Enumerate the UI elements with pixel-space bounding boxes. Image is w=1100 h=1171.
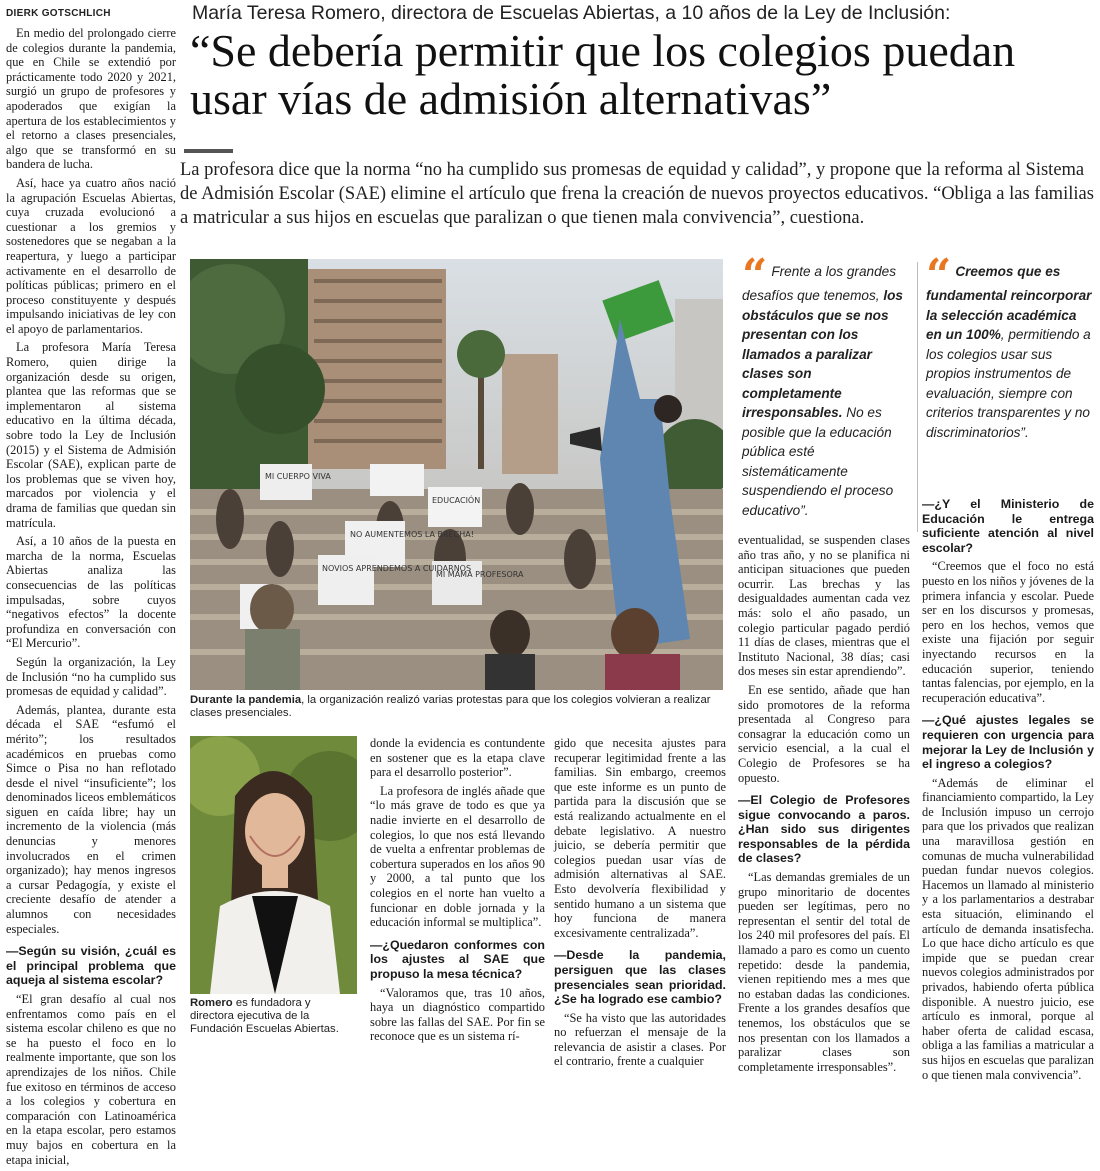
body-paragraph: donde la evidencia es contundente en sostener que es la etapa clave para el desarrollo posterior”.	[370, 736, 545, 780]
photo-caption	[190, 694, 723, 720]
portrait-caption-lead: Romero	[190, 997, 233, 1009]
interview-question: —¿Quedaron conformes con los ajustes al SAE que propuso la mesa técnica?	[370, 937, 545, 981]
headline: “Se debería permitir que los colegios puedan usar vías de admisión alternativas”	[190, 25, 1016, 124]
protest-sign: NOVIOS APRENDEMOS A CUIDARNOS	[322, 564, 472, 573]
quote-mark-icon: “	[742, 250, 768, 301]
body-paragraph: “Además de eliminar el financiamiento compartido, la Ley de Inclusión impuso un cerrojo para que los privados que realizan una maravillosa gestión en comunas de mucha vulnerabilidad puedan fundar nuevos colegios. Hacemos un llamado al ministerio y a los parlamentarios a destrabar esta situación, eliminando el artículo de demanda insatisfecha. Lo que hace dicho artículo es que impide que se puedan crear nuevos colegios administrados por privados, habiendo oferta pública disponible. A nuestro juicio, ese artículo es inmoral, porque al haber oferta de calidad escasa, obliga a las familias a matricular a sus hijos en escuelas que paralizan o que tienen mala convivencia”.	[922, 775, 1094, 1082]
protest-sign: EDUCACIÓN	[432, 496, 481, 505]
column-4	[554, 736, 726, 1073]
column-divider	[917, 262, 918, 532]
interview-question: —Según su visión, ¿cuál es el principal problema que aqueja al sistema escolar?	[6, 944, 176, 988]
interview-question: —¿Y el Ministerio de Educación le entrega suficiente atención al nivel escolar?	[922, 497, 1094, 555]
lead-paragraph: La profesora dice que la norma “no ha cumplido sus promesas de equidad y calidad”, y propone que la reforma al Sistema de Admisión Escolar (SAE) elimine el artículo que frena la creación de nuevos proyectos educativos. “Obliga a las familias a matricular a sus hijos en escuelas que paralizan o que tienen mala convivencia”, cuestiona.	[180, 160, 1094, 228]
body-paragraph: En ese sentido, añade que han sido promotores de la reforma presentada al Congreso para consagrar la educación como un servicio esencial, a la cual el Colegio de Profesores se ha opuesto.	[738, 682, 910, 785]
body-paragraph: Según la organización, la Ley de Inclusión “no ha cumplido sus promesas de equidad y calidad”.	[6, 654, 176, 699]
pull-quote-2-a: Creemos que es fundamental reincorporar la selección académica en un 100%	[926, 264, 1092, 342]
portrait-caption	[190, 997, 357, 1036]
body-paragraph: “Valoramos que, tras 10 años, haya un diagnóstico compartido sobre las fallas del SAE. Por fin se reconoce que es un sistema rí-	[370, 985, 545, 1044]
body-paragraph: En medio del prolongado cierre de colegios durante la pandemia, que en Chile se extendió por prácticamente todo 2020 y 2021, surgió un grupo de profesores y apoderados que exigían la apertura de los establecimientos y el retorno a clases presenciales, algo que se transformó en su bandera de lucha.	[6, 26, 176, 172]
body-paragraph: La profesora María Teresa Romero, quien dirige la organización desde su origen, plantea que las reformas que se implementaron al sistema educativo en la última década, sobre todo la Ley de Inclusión (2015) y el Sistema de Admisión Escolar (SAE), explican parte de los problemas que se viven hoy, marcados por violencia y el drama de familias que quedan sin matrícula.	[6, 340, 176, 530]
body-paragraph: eventualidad, se suspenden clases año tras año, y no se planifica ni anticipan situaciones que pueden ocurrir. Las brechas y las desigualdades aumentan cada vez más: solo el año pasado, un colegio particular pagado perdió 11 días de clases, mientras que el Instituto Nacional, 38 días; casi dos meses sin estar aprendiendo”.	[738, 533, 910, 679]
body-paragraph: “Se ha visto que las autoridades no refuerzan el mensaje de la relevancia de asistir a clases. Por el contrario, frente a cualquier	[554, 1010, 726, 1069]
body-paragraph: “El gran desafío al cual nos enfrentamos como país en el sistema escolar chileno es que no se ha puesto el foco en lo realmente importante, que son los aprendizajes de los niños. Chile fue exitoso en términos de acceso a los colegios y cobertura en comparación con Latinoamérica en la etapa escolar, pero estamos muy bajos en cobertura en la etapa inicial,	[6, 992, 176, 1167]
body-paragraph: gido que necesita ajustes para recuperar legitimidad frente a las familias. Sin embargo, creemos que este informe es un punto de partida para la discusión que se está realizando actualmente en el debate legislativo. A nuestro juicio, se debería permitir que colegios puedan usar vías de admisión alternativas al SAE. Esto devolvería flexibilidad y sentido humano a un sistema que hoy funciona de manera excesivamente centralizada”.	[554, 736, 726, 940]
protest-sign: MI MAMÁ PROFESORA	[436, 570, 524, 579]
pull-quote-1-a: Frente a los grandes desafíos que tenemos,	[742, 264, 896, 303]
body-paragraph: La profesora de inglés añade que “lo más grave de todo es que ya nadie invierte en el desarrollo de colegios, lo que nos está llevando de vuelta a enfrentar problemas de cobertura superados en los años 90 y 2000, a tal punto que los colegios en el norte han vuelto a funcionar en doble jornada y la educación informal se multiplica”.	[370, 783, 545, 930]
protest-sign: MI CUERPO VIVA	[265, 472, 331, 481]
column-6	[922, 489, 1094, 1086]
pull-quote-1-c: No es posible que la educación pública esté sistemáticamente suspendiendo el proceso educativo”.	[742, 405, 894, 518]
body-paragraph: “Las demandas gremiales de un grupo minoritario de docentes pueden ser legítimas, pero no representan el sentir del total de los 240 mil profesores del país. El llamado a paro es como un cuento repetido: desde la pandemia, vienen repitiendo mes a mes que no estaban dadas las condiciones. Frente a los grandes desafíos que tenemos, los obstáculos que se nos presentan con los llamados a paralizar clases son completamente irresponsables”.	[738, 870, 910, 1074]
quote-mark-icon: “	[926, 250, 952, 301]
interview-question: —Desde la pandemia, persiguen que las clases presenciales sean prioridad. ¿Se ha logrado ese cambio?	[554, 948, 726, 1007]
protest-sign: NO AUMENTEMOS LA BRECHA!	[350, 530, 474, 539]
pull-quote-1	[742, 250, 912, 520]
pull-quote-2	[926, 250, 1094, 442]
lead-divider	[184, 149, 233, 153]
protest-photo-illustration	[190, 259, 723, 690]
body-paragraph: Así, a 10 años de la puesta en marcha de la norma, Escuelas Abiertas analiza las consecuencias de las políticas impulsadas, sobre cuyos “negativos efectos” la docente profundiza en conversación con “El Mercurio”.	[6, 534, 176, 651]
byline: DIERK GOTSCHLICH	[6, 8, 111, 19]
column-3	[370, 736, 545, 1048]
portrait-photo	[190, 736, 357, 994]
body-paragraph: Además, plantea, durante esta década el SAE “esfumó el mérito”; los resultados académicos en pruebas como Simce o Pisa no han reflotado desde el nivel “insuficiente”; los denominados liceos emblemáticos siguen en caída libre; hay un incremento de la violencia (más denuncias y menores involucrados en el crimen organizado); hay menos ingresos a cursar Pedagogía, y existe el creciente desafío de atender a alumnos con necesidades especiales.	[6, 702, 176, 936]
protest-photo	[190, 259, 723, 690]
photo-caption-text: , la organización realizó varias protestas para que los colegios volvieran a realizar clases presenciales.	[190, 694, 711, 719]
pull-quote-1-b: los obstáculos que se nos presentan con los llamados a paralizar clases son completamente irresponsables.	[742, 288, 903, 420]
portrait-caption-text: es fundadora y directora ejecutiva de la Fundación Escuelas Abiertas.	[190, 997, 339, 1035]
interview-question: —¿Qué ajustes legales se requieren con urgencia para mejorar la Ley de Inclusión y el ingreso a colegios?	[922, 713, 1094, 772]
interview-question: —El Colegio de Profesores sigue convocando a paros. ¿Han sido sus dirigentes responsables de la pérdida de clases?	[738, 793, 910, 866]
body-paragraph: “Creemos que el foco no está puesto en los niños y jóvenes de la primera infancia y escolar. Puede ser en los discursos y promesas, pero en los hechos, vemos que existe una fijación por seguir inyectando recursos en la educación superior, teniendo tantas falencias, por ejemplo, en la recuperación educativa”.	[922, 559, 1094, 705]
pull-quote-2-b: , permitiendo a los colegios usar sus propios instrumentos de evaluación, siempre con criterios transparentes y no discriminatorios”.	[926, 327, 1091, 440]
body-paragraph: Así, hace ya cuatro años nació la agrupación Escuelas Abiertas, cuya cruzada evolucionó a cuestionar a los gremios y sostenedores que se negaban a la reapertura, y luego a participar activamente en el desarrollo de políticas públicas; primero en el proceso constituyente y después impulsando iniciativas de ley con el apoyo de parlamentarios.	[6, 175, 176, 336]
kicker: María Teresa Romero, directora de Escuelas Abiertas, a 10 años de la Ley de Inclusión:	[192, 2, 951, 24]
portrait-illustration	[190, 736, 357, 994]
column-5	[738, 533, 910, 1078]
photo-caption-lead: Durante la pandemia	[190, 694, 302, 706]
column-1	[6, 26, 176, 1171]
